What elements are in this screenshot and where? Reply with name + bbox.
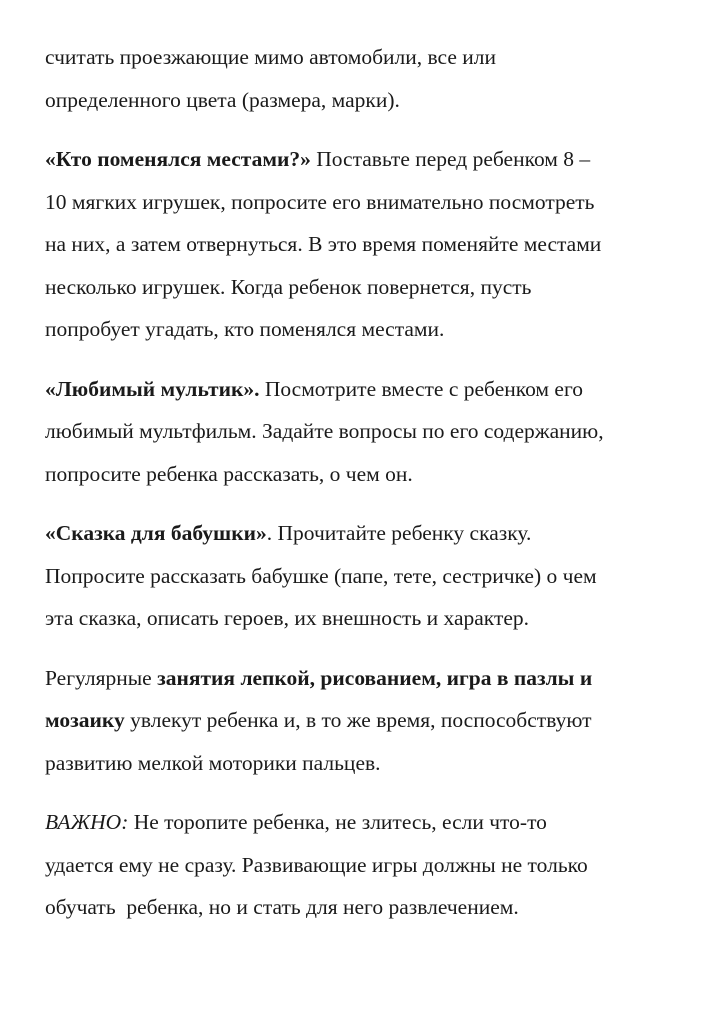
important-label: ВАЖНО: <box>45 810 129 834</box>
paragraph-important-note <box>45 801 685 929</box>
game-title: «Любимый мультик». <box>45 376 260 401</box>
text-line: ВАЖНО: Не торопите ребенка, не злитесь, если что-то <box>45 810 547 834</box>
text-line: Попросите рассказать бабушке (папе, тете, сестричке) о чем <box>45 563 597 588</box>
text-line: любимый мультфильм. Задайте вопросы по его содержанию, <box>45 419 604 443</box>
text-line: эта сказка, описать героев, их внешность и характер. <box>45 606 530 630</box>
paragraph-regular-activities <box>45 657 685 785</box>
paragraph-cars <box>45 36 685 121</box>
text-line: «Кто поменялся местами?» Поставьте перед ребенком 8 – <box>45 147 591 171</box>
text-line: несколько игрушек. Когда ребенок повернется, пусть <box>45 274 532 299</box>
document-page <box>45 36 685 929</box>
paragraph-favorite-cartoon <box>45 368 685 496</box>
paragraph-who-swapped <box>45 138 685 351</box>
text-line: обучать ребенка, но и стать для него развлечением. <box>45 895 519 919</box>
activities-emphasis: занятия лепкой, рисованием, игра в пазлы и <box>157 665 593 690</box>
text-line: удается ему не сразу. Развивающие игры должны не только <box>45 852 588 877</box>
text-line: «Любимый мультик». Посмотрите вместе с ребенком его <box>45 376 583 401</box>
activities-emphasis: мозаику <box>45 708 125 732</box>
text-line: попросите ребенка рассказать, о чем он. <box>45 461 413 486</box>
text-line: считать проезжающие мимо автомобили, все или <box>45 45 496 69</box>
text-line: «Сказка для бабушки». Прочитайте ребенку сказку. <box>45 521 532 545</box>
text-line: определенного цвета (размера, марки). <box>45 87 400 112</box>
text-line: Регулярные занятия лепкой, рисованием, игра в пазлы и <box>45 665 593 690</box>
paragraph-tale-for-grandma <box>45 512 685 640</box>
text-line: 10 мягких игрушек, попросите его внимательно посмотреть <box>45 189 595 214</box>
game-title: «Кто поменялся местами?» <box>45 147 311 171</box>
text-line: мозаику увлекут ребенка и, в то же время, поспособствуют <box>45 708 592 732</box>
text-line: на них, а затем отвернуться. В это время поменяйте местами <box>45 232 602 256</box>
game-title: «Сказка для бабушки» <box>45 521 267 545</box>
text-line: попробует угадать, кто поменялся местами. <box>45 317 445 341</box>
text-line: развитию мелкой моторики пальцев. <box>45 750 381 775</box>
